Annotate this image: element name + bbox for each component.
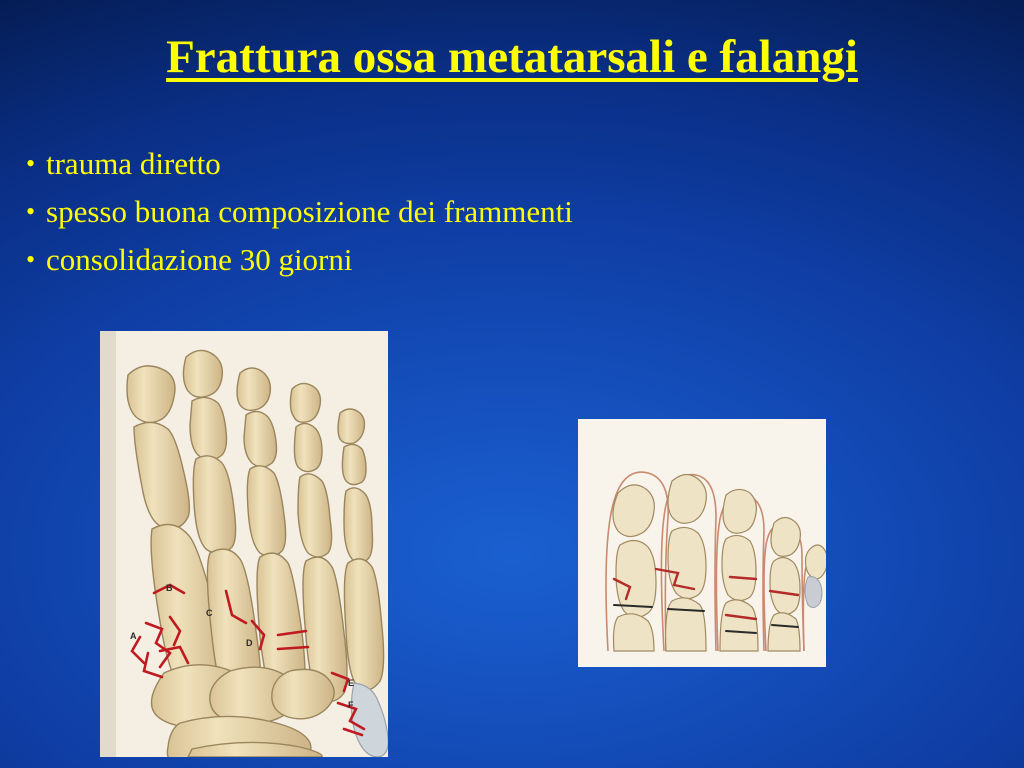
foot-skeleton-illustration xyxy=(100,331,388,757)
toes-phalanges-figure xyxy=(578,419,826,667)
bullet-text: trauma diretto xyxy=(46,146,221,181)
bullet-text: consolidazione 30 giorni xyxy=(46,242,353,278)
toes-phalanges-illustration xyxy=(578,419,826,667)
bullet-marker: • xyxy=(26,149,36,178)
foot-skeleton-figure xyxy=(100,331,388,757)
list-item xyxy=(26,236,886,284)
figure-label-d: D xyxy=(246,638,253,648)
list-item xyxy=(26,188,886,236)
figure-label-a: A xyxy=(130,631,137,641)
figure-label-b: B xyxy=(166,583,173,593)
bullet-marker: • xyxy=(26,245,36,275)
bullet-list xyxy=(26,140,886,284)
figure-label-e: E xyxy=(348,678,355,688)
figure-label-c: C xyxy=(206,608,213,618)
bullet-marker: • xyxy=(26,197,36,227)
page-title: Frattura ossa metatarsali e falangi xyxy=(166,31,858,83)
bullet-text: spesso buona composizione dei frammenti xyxy=(46,194,573,230)
figure-label-f: F xyxy=(348,700,354,710)
list-item xyxy=(26,140,886,188)
